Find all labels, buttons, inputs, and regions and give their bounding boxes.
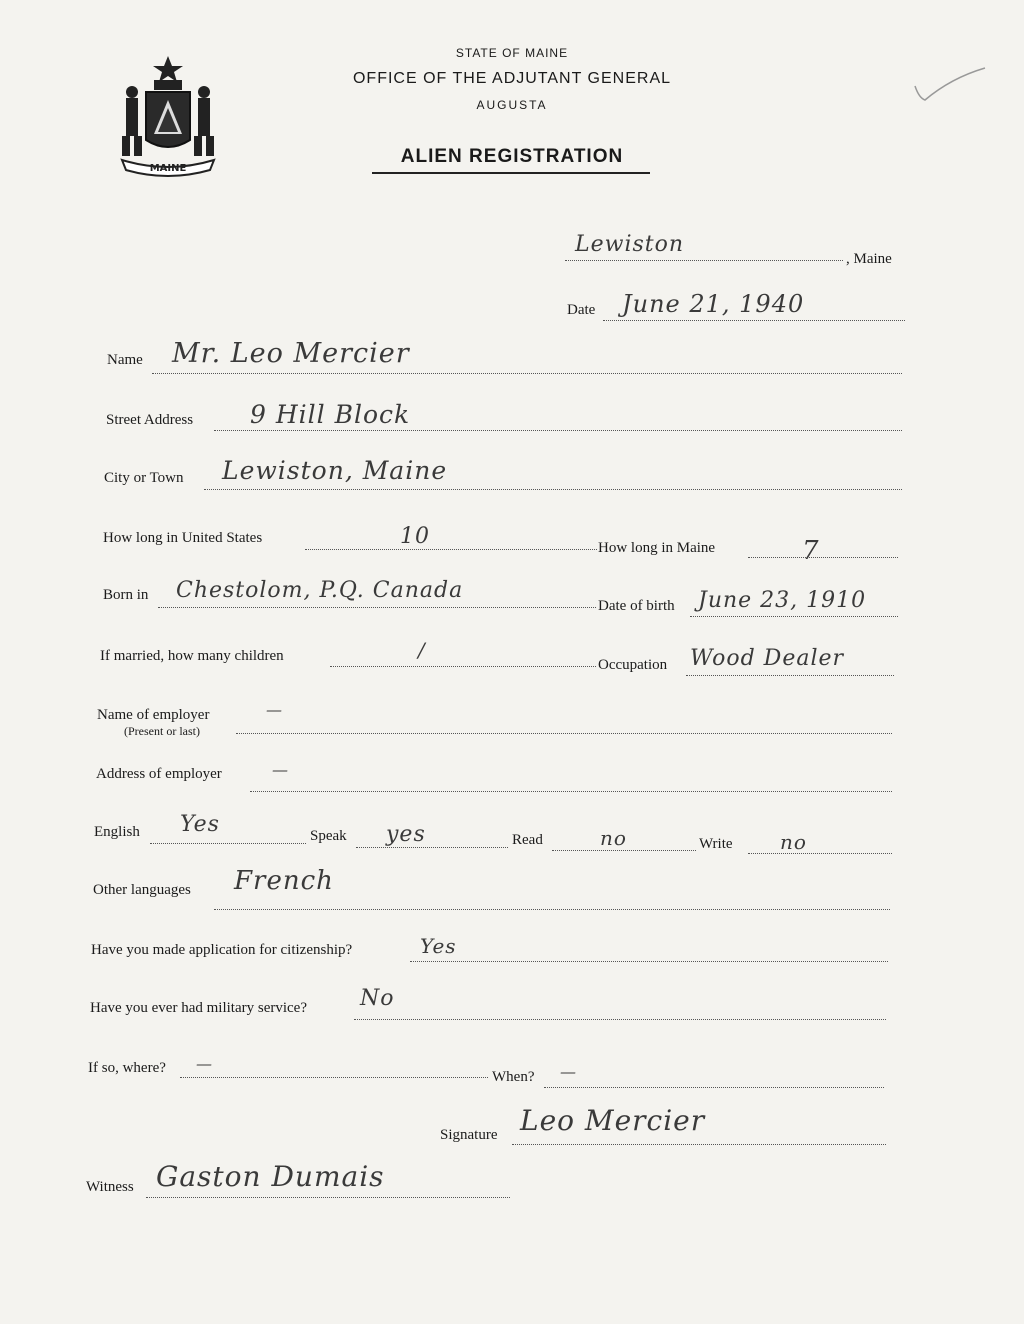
street-label: Street Address: [106, 412, 194, 428]
street-line: [214, 430, 902, 431]
where-line: [180, 1077, 488, 1078]
signature-value: Leo Mercier: [520, 1104, 706, 1137]
date-value: June 21, 1940: [622, 290, 805, 318]
write-value: no: [780, 830, 807, 854]
check-mark: [905, 64, 995, 109]
us-label: How long in United States: [103, 530, 263, 546]
employer-sublabel: (Present or last): [124, 724, 200, 738]
when-label: When?: [492, 1069, 535, 1085]
dob-label: Date of birth: [598, 598, 675, 614]
title-underline: [372, 172, 650, 174]
name-value: Mr. Leo Mercier: [172, 338, 410, 369]
children-label: If married, how many children: [100, 648, 284, 664]
english-line: [150, 843, 306, 844]
write-label: Write: [699, 836, 733, 852]
read-value: no: [600, 826, 627, 850]
emp-address-line: [250, 791, 892, 792]
name-label: Name: [107, 352, 143, 368]
other-lang-line: [214, 909, 890, 910]
children-value: /: [418, 638, 426, 662]
maine-state-seal: [112, 52, 224, 180]
maine-line: [748, 557, 898, 558]
street-value: 9 Hill Block: [250, 400, 411, 429]
occupation-label: Occupation: [598, 657, 668, 673]
speak-value: yes: [386, 822, 426, 847]
occupation-line: [686, 675, 894, 676]
signature-label: Signature: [440, 1127, 498, 1143]
children-line: [330, 666, 596, 667]
employer-line: [236, 733, 892, 734]
witness-line: [146, 1197, 510, 1198]
speak-label: Speak: [310, 828, 347, 844]
read-line: [552, 850, 696, 851]
speak-line: [356, 847, 508, 848]
employer-value: —: [266, 700, 283, 719]
maine-label: How long in Maine: [598, 540, 716, 556]
seal-text: MAINE: [149, 163, 187, 174]
when-value: —: [560, 1062, 577, 1081]
maine-value: 7: [802, 536, 820, 566]
other-lang-label: Other languages: [93, 882, 191, 898]
dob-line: [690, 616, 898, 617]
employer-label: Name of employer: [97, 707, 210, 723]
military-line: [354, 1019, 886, 1020]
date-label: Date: [567, 302, 596, 318]
when-line: [544, 1087, 884, 1088]
state-suffix: , Maine: [846, 251, 892, 267]
military-value: No: [360, 986, 395, 1011]
office-heading: OFFICE OF THE ADJUTANT GENERAL: [352, 70, 672, 87]
english-value: Yes: [180, 812, 220, 837]
city-label: City or Town: [104, 470, 184, 486]
state-heading: STATE OF MAINE: [455, 46, 569, 60]
place-value: Lewiston: [575, 232, 685, 257]
read-label: Read: [512, 832, 543, 848]
emp-address-label: Address of employer: [96, 766, 222, 782]
write-line: [748, 853, 892, 854]
signature-line: [512, 1144, 886, 1145]
other-lang-value: French: [234, 866, 334, 896]
born-label: Born in: [103, 587, 149, 603]
where-value: —: [196, 1054, 213, 1073]
citizenship-line: [410, 961, 888, 962]
witness-value: Gaston Dumais: [156, 1160, 385, 1193]
name-line: [152, 373, 902, 374]
citizenship-label: Have you made application for citizenship?: [91, 942, 353, 958]
witness-label: Witness: [86, 1179, 134, 1195]
dob-value: June 23, 1910: [698, 588, 867, 613]
born-value: Chestolom, P.Q. Canada: [176, 578, 464, 603]
us-value: 10: [400, 524, 430, 549]
place-line: [565, 260, 843, 261]
emp-address-value: —: [272, 760, 289, 779]
citizenship-value: Yes: [420, 934, 457, 958]
us-line: [305, 549, 597, 550]
born-line: [158, 607, 596, 608]
city-heading: AUGUSTA: [476, 98, 548, 112]
city-line: [204, 489, 902, 490]
city-value: Lewiston, Maine: [222, 456, 448, 485]
military-label: Have you ever had military service?: [90, 1000, 307, 1016]
date-line: [603, 320, 905, 321]
occupation-value: Wood Dealer: [690, 646, 845, 671]
english-label: English: [94, 824, 140, 840]
form-title: ALIEN REGISTRATION: [400, 146, 624, 167]
where-label: If so, where?: [88, 1060, 166, 1076]
